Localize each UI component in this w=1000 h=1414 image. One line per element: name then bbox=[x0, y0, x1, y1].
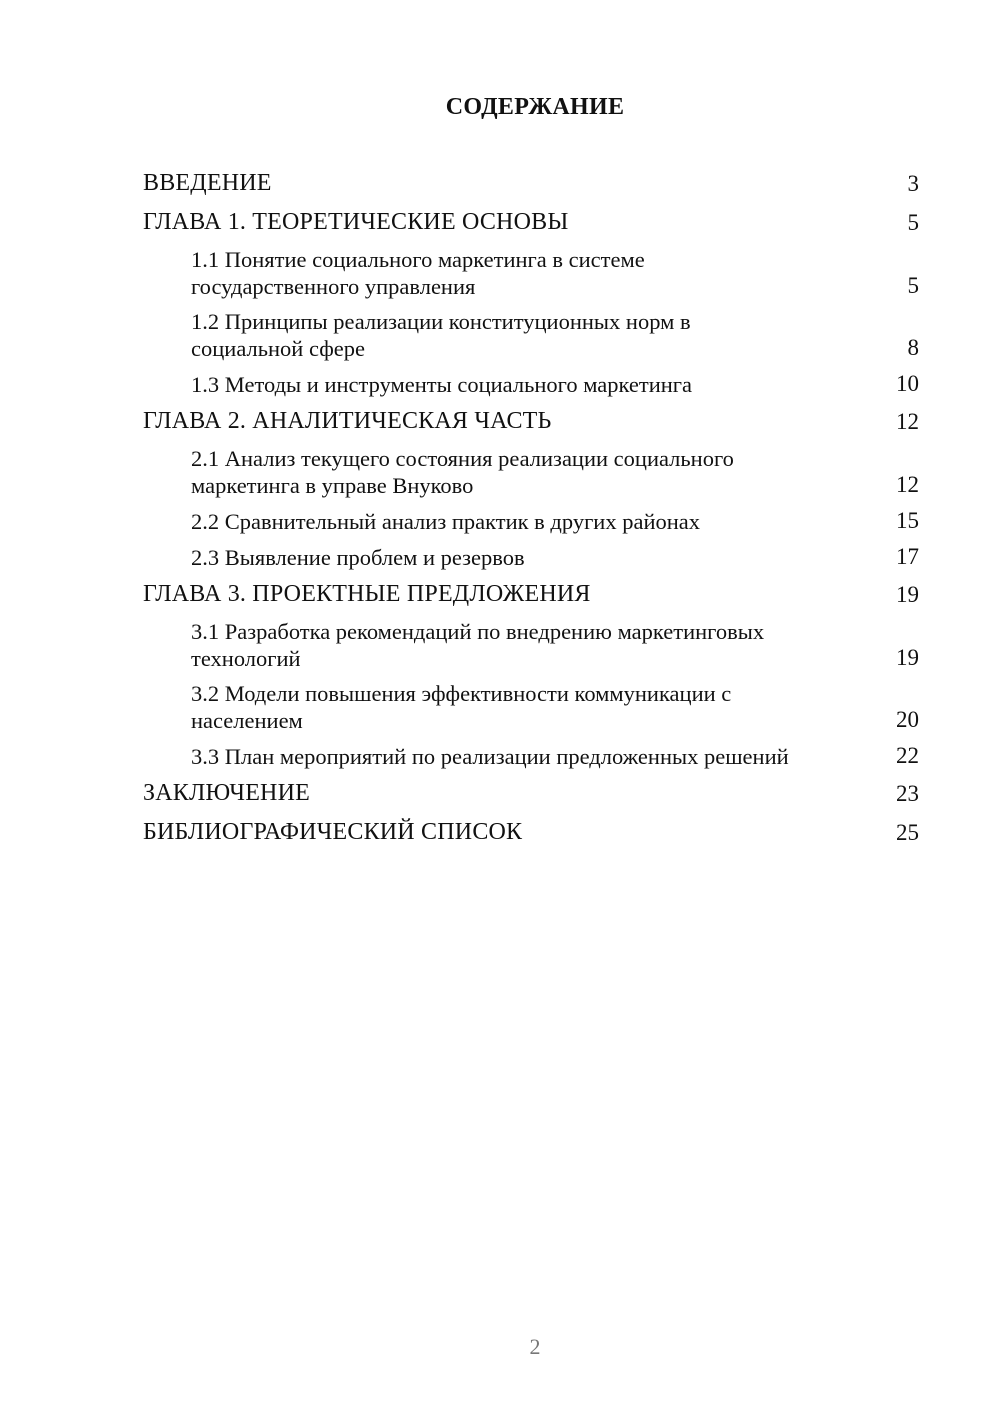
toc-entry-bibliography[interactable] bbox=[143, 817, 919, 847]
page-number: 2 bbox=[529, 1334, 541, 1359]
toc-entry-text: 3.2 Модели повышения эффективности коммуникации с населением bbox=[191, 681, 732, 733]
toc-entry-text: 3.3 План мероприятий по реализации предложенных решений bbox=[191, 744, 789, 769]
toc-entry-text: 3.1 Разработка рекомендаций по внедрению маркетинговых технологий bbox=[191, 619, 765, 671]
toc-entry-page: 25 bbox=[896, 820, 919, 845]
toc-entry-section-1-1[interactable] bbox=[143, 246, 919, 300]
toc-entry-section-2-1[interactable] bbox=[143, 445, 919, 499]
toc-entry-page: 15 bbox=[896, 508, 919, 533]
toc-entry-page: 12 bbox=[896, 472, 919, 497]
toc-entry-text: ГЛАВА 3. ПРОЕКТНЫЕ ПРЕДЛОЖЕНИЯ bbox=[143, 581, 591, 607]
toc-entry-page: 10 bbox=[896, 371, 919, 396]
toc-entry-page: 5 bbox=[907, 210, 919, 235]
toc-entry-page: 20 bbox=[896, 707, 919, 732]
toc-entry-section-3-1[interactable] bbox=[143, 618, 919, 672]
toc-entry-text: 1.3 Методы и инструменты социального маркетинга bbox=[191, 372, 692, 397]
toc-entry-page: 17 bbox=[896, 544, 919, 569]
table-of-contents bbox=[143, 168, 919, 856]
toc-entry-text: 1.2 Принципы реализации конституционных норм в социальной сфере bbox=[191, 309, 691, 361]
toc-entry-text: ГЛАВА 1. ТЕОРЕТИЧЕСКИЕ ОСНОВЫ bbox=[143, 209, 569, 235]
toc-entry-page: 23 bbox=[896, 781, 919, 806]
toc-entry-chapter-1[interactable] bbox=[143, 207, 919, 237]
toc-entry-page: 22 bbox=[896, 743, 919, 768]
toc-entry-text: ГЛАВА 2. АНАЛИТИЧЕСКАЯ ЧАСТЬ bbox=[143, 408, 552, 434]
toc-entry-section-3-3[interactable] bbox=[143, 742, 919, 770]
toc-entry-section-3-2[interactable] bbox=[143, 680, 919, 734]
toc-entry-page: 8 bbox=[907, 335, 919, 360]
toc-entry-section-1-2[interactable] bbox=[143, 308, 919, 362]
toc-entry-text: 2.2 Сравнительный анализ практик в других районах bbox=[191, 509, 701, 534]
toc-entry-section-2-2[interactable] bbox=[143, 507, 919, 535]
toc-entry-section-1-3[interactable] bbox=[143, 370, 919, 398]
toc-entry-text: 1.1 Понятие социального маркетинга в системе государственного управления bbox=[191, 247, 645, 299]
toc-entry-conclusion[interactable] bbox=[143, 778, 919, 808]
toc-entry-page: 3 bbox=[907, 171, 919, 196]
toc-entry-page: 12 bbox=[896, 409, 919, 434]
toc-entry-chapter-2[interactable] bbox=[143, 406, 919, 436]
toc-entry-page: 19 bbox=[896, 582, 919, 607]
toc-entry-page: 19 bbox=[896, 645, 919, 670]
toc-entry-chapter-3[interactable] bbox=[143, 579, 919, 609]
toc-entry-introduction[interactable] bbox=[143, 168, 919, 198]
toc-entry-text: ЗАКЛЮЧЕНИЕ bbox=[143, 780, 310, 806]
toc-entry-text: 2.1 Анализ текущего состояния реализации социального маркетинга в управе Внуково bbox=[191, 446, 734, 498]
toc-entry-text: БИБЛИОГРАФИЧЕСКИЙ СПИСОК bbox=[143, 819, 523, 845]
toc-entry-section-2-3[interactable] bbox=[143, 543, 919, 571]
toc-entry-text: ВВЕДЕНИЕ bbox=[143, 170, 272, 196]
toc-entry-text: 2.3 Выявление проблем и резервов bbox=[191, 545, 525, 570]
toc-entry-page: 5 bbox=[907, 273, 919, 298]
page-title: СОДЕРЖАНИЕ bbox=[445, 94, 625, 120]
